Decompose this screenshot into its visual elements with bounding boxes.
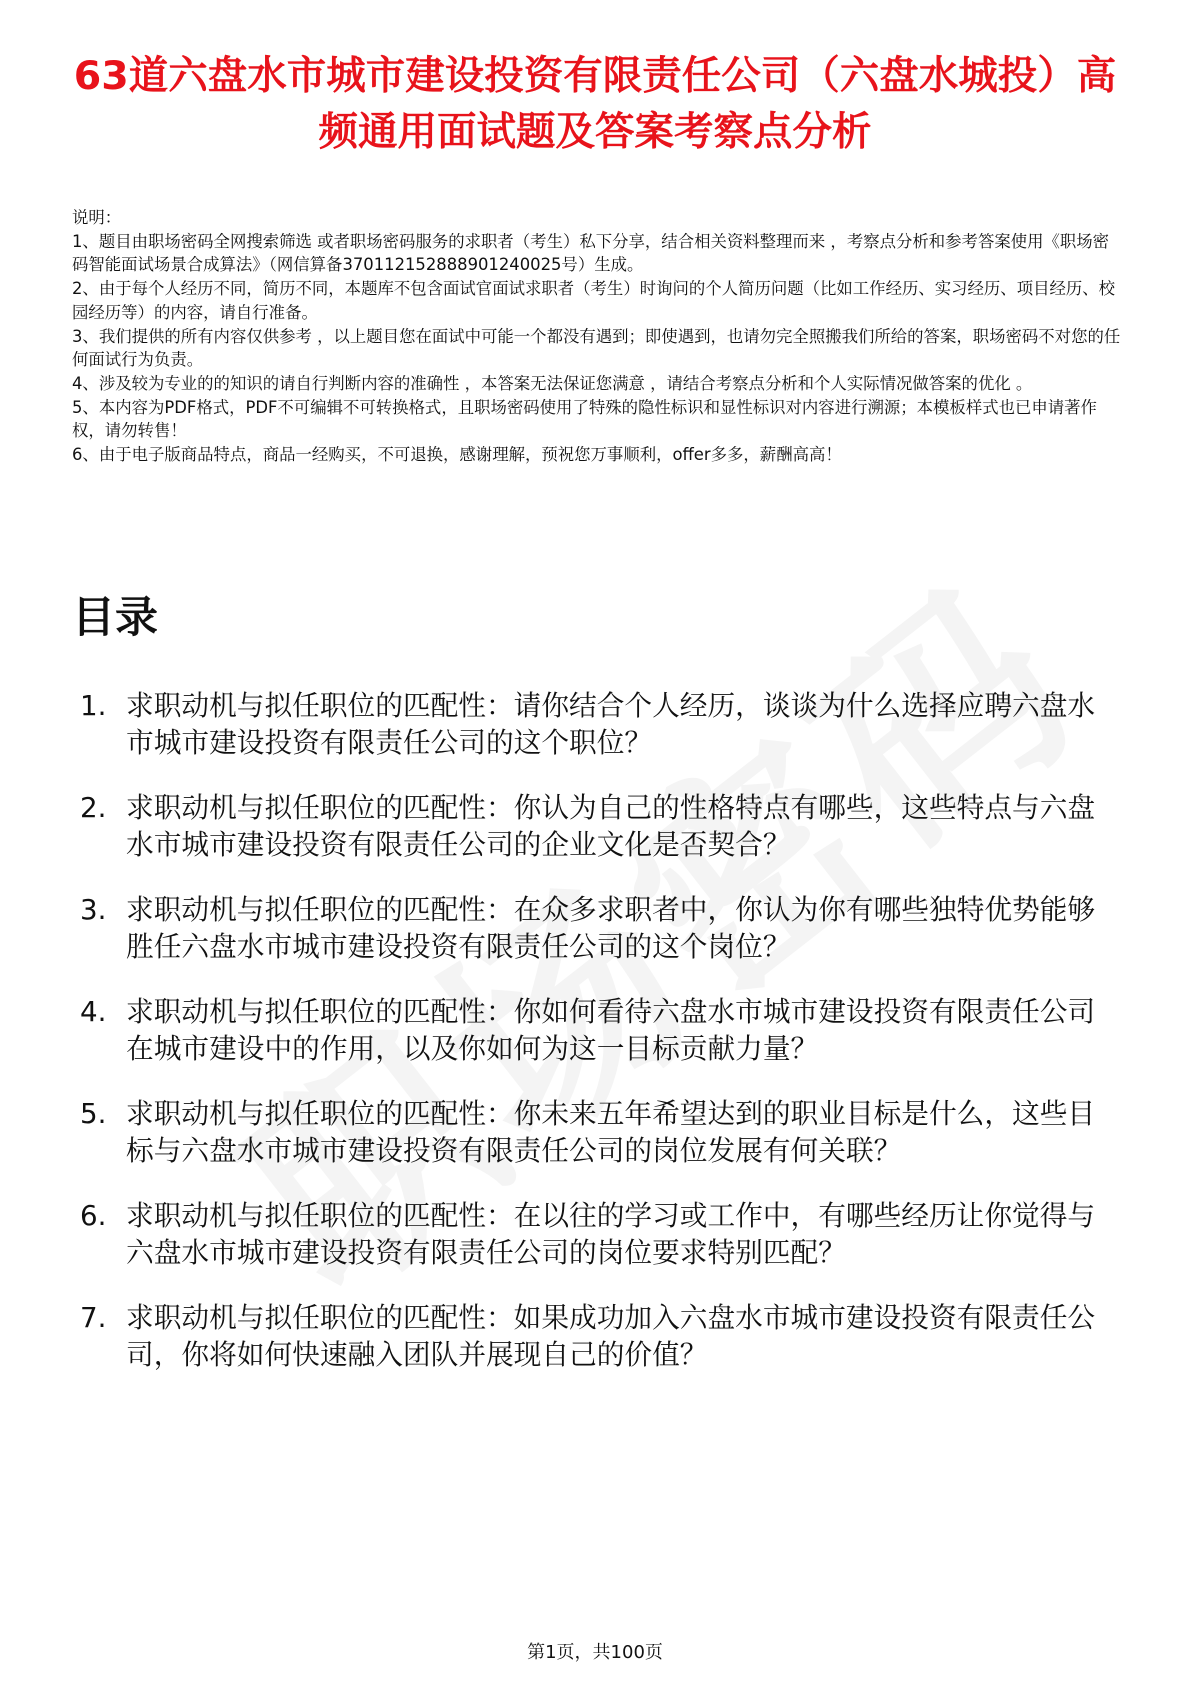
notes-heading: 说明： [72, 208, 122, 227]
toc-item[interactable] [72, 688, 1122, 761]
toc-item-text: 求职动机与拟任职位的匹配性：你未来五年希望达到的职业目标是什么，这些目标与六盘水市城市建设投资有限责任公司的岗位发展有何关联？ [126, 1097, 1096, 1167]
toc-item[interactable] [72, 1300, 1122, 1373]
toc-item-text: 求职动机与拟任职位的匹配性：在以往的学习或工作中，有哪些经历让你觉得与六盘水市城市建设投资有限责任公司的岗位要求特别匹配？ [126, 1199, 1096, 1269]
toc-item[interactable] [72, 1198, 1122, 1271]
toc-item-text: 求职动机与拟任职位的匹配性：你认为自己的性格特点有哪些，这些特点与六盘水市城市建设投资有限责任公司的企业文化是否契合？ [126, 791, 1096, 861]
toc-item[interactable] [72, 994, 1122, 1067]
toc-item-number: 6. [80, 1199, 107, 1232]
note-item: 3、我们提供的所有内容仅供参考 ，以上题目您在面试中可能一个都没有遇到；即使遇到，也请勿完全照搬我们所给的答案，职场密码不对您的任何面试行为负责。 [72, 326, 1121, 370]
note-item: 1、题目由职场密码全网搜索筛选 或者职场密码服务的求职者（考生）私下分享，结合相关资料整理而来 ，考察点分析和参考答案使用《职场密码智能面试场景合成算法》（网信算备370112152888901240025号）生成。 [72, 231, 1110, 275]
toc-list [72, 688, 1122, 1402]
toc-item-text: 求职动机与拟任职位的匹配性：如果成功加入六盘水市城市建设投资有限责任公司，你将如何快速融入团队并展现自己的价值？ [126, 1301, 1096, 1371]
toc-item-text: 求职动机与拟任职位的匹配性：你如何看待六盘水市城市建设投资有限责任公司在城市建设中的作用，以及你如何为这一目标贡献力量？ [126, 995, 1096, 1065]
note-item: 6、由于电子版商品特点，商品一经购买，不可退换，感谢理解，预祝您万事顺利，offer多多，薪酬高高！ [72, 445, 842, 465]
toc-item-text: 求职动机与拟任职位的匹配性：请你结合个人经历，谈谈为什么选择应聘六盘水市城市建设投资有限责任公司的这个职位？ [126, 689, 1096, 759]
toc-item-number: 2. [80, 791, 107, 824]
note-item: 2、由于每个人经历不同，简历不同，本题库不包含面试官面试求职者（考生）时询问的个人简历问题（比如工作经历、实习经历、项目经历、校园经历等）的内容，请自行准备。 [72, 279, 1116, 322]
toc-item-number: 3. [80, 893, 107, 926]
toc-item[interactable] [72, 790, 1122, 863]
page-footer: 第1页，共100页 [527, 1642, 663, 1663]
toc-heading: 目录 [72, 593, 158, 643]
toc-item-number: 5. [80, 1097, 107, 1130]
toc-item-number: 7. [80, 1301, 107, 1334]
toc-item[interactable] [72, 1096, 1122, 1169]
toc-item-text: 求职动机与拟任职位的匹配性：在众多求职者中，你认为你有哪些独特优势能够胜任六盘水市城市建设投资有限责任公司的这个岗位？ [126, 893, 1096, 963]
toc-item[interactable] [72, 892, 1122, 965]
document-title: 63道六盘水市城市建设投资有限责任公司（六盘水城投）高频通用面试题及答案考察点分析 [73, 53, 1117, 155]
notes-section [72, 206, 1122, 467]
toc-item-number: 1. [80, 689, 107, 722]
note-item: 5、本内容为PDF格式，PDF不可编辑不可转换格式，且职场密码使用了特殊的隐性标识和显性标识对内容进行溯源；本模板样式也已申请著作权，请勿转售！ [72, 397, 1097, 441]
toc-item-number: 4. [80, 995, 107, 1028]
note-item: 4、涉及较为专业的的知识的请自行判断内容的准确性 ，本答案无法保证您满意 ，请结合考察点分析和个人实际情况做答案的优化 。 [72, 373, 1033, 393]
